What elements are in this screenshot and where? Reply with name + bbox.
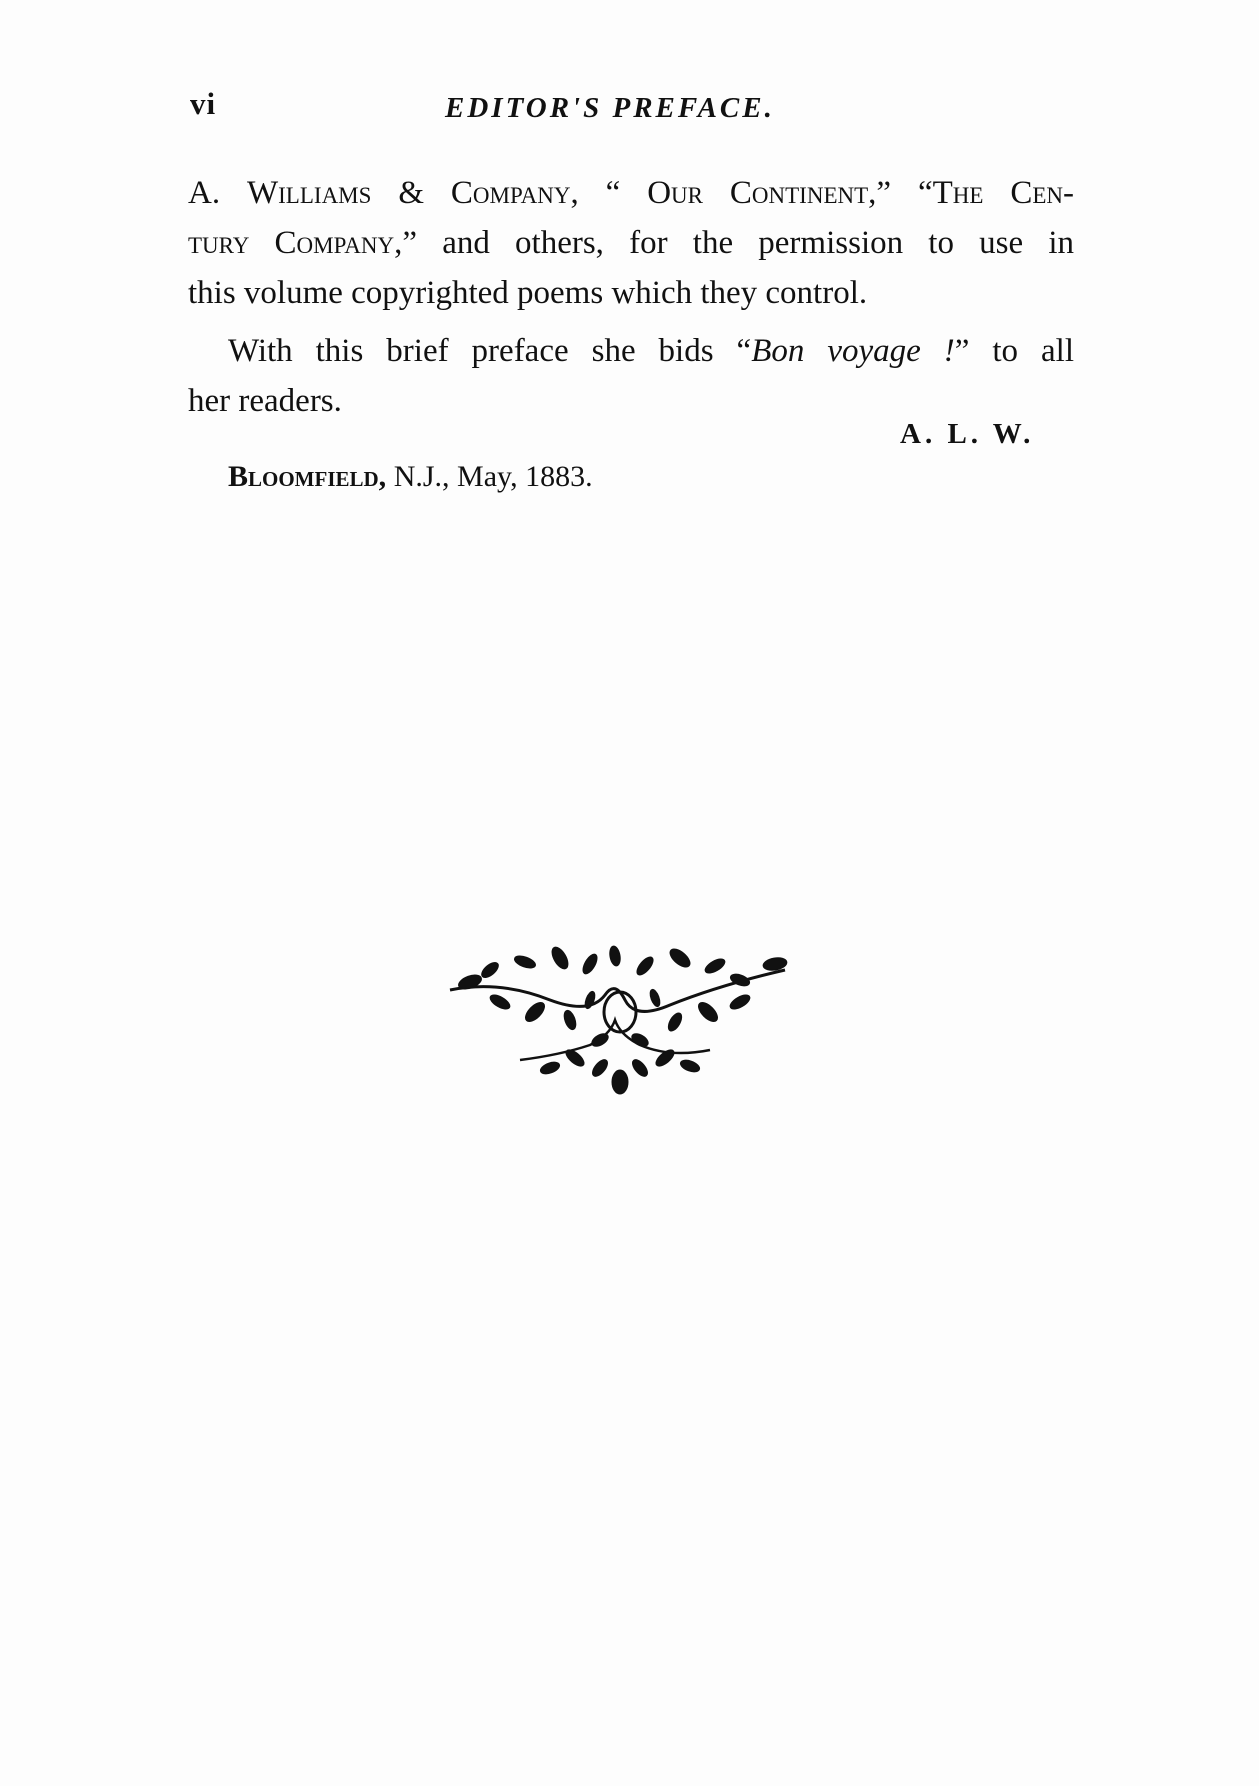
text-span: A. <box>188 175 247 211</box>
publisher-names: Williams & Company, “ Our Continent,” “The Cen- <box>247 175 1074 211</box>
text-line <box>188 326 1074 376</box>
dateline-place: Bloomfield, <box>228 460 387 493</box>
text-span: With this brief preface she bids “ <box>228 333 752 369</box>
dateline <box>228 460 593 494</box>
running-title: EDITOR'S PREFACE. <box>445 92 775 124</box>
text-line <box>188 168 1074 218</box>
text-line: this volume copyrighted poems which they control. <box>188 275 868 311</box>
text-line <box>188 218 1074 268</box>
dateline-date: N.J., May, 1883. <box>386 460 593 493</box>
signature-initials: A. L. W. <box>900 418 1035 450</box>
text-span: ” to all <box>954 333 1074 369</box>
paragraph-farewell <box>188 326 1074 426</box>
page-number: vi <box>190 86 217 121</box>
text-line: her readers. <box>188 383 342 419</box>
paragraph-acknowledgements <box>188 168 1074 318</box>
text-span: and others, for the permission to use in <box>417 225 1074 261</box>
publisher-names: tury Company,” <box>188 225 418 261</box>
oak-leaf-garland-icon <box>440 940 800 1100</box>
italic-phrase: Bon voyage ! <box>751 333 955 369</box>
